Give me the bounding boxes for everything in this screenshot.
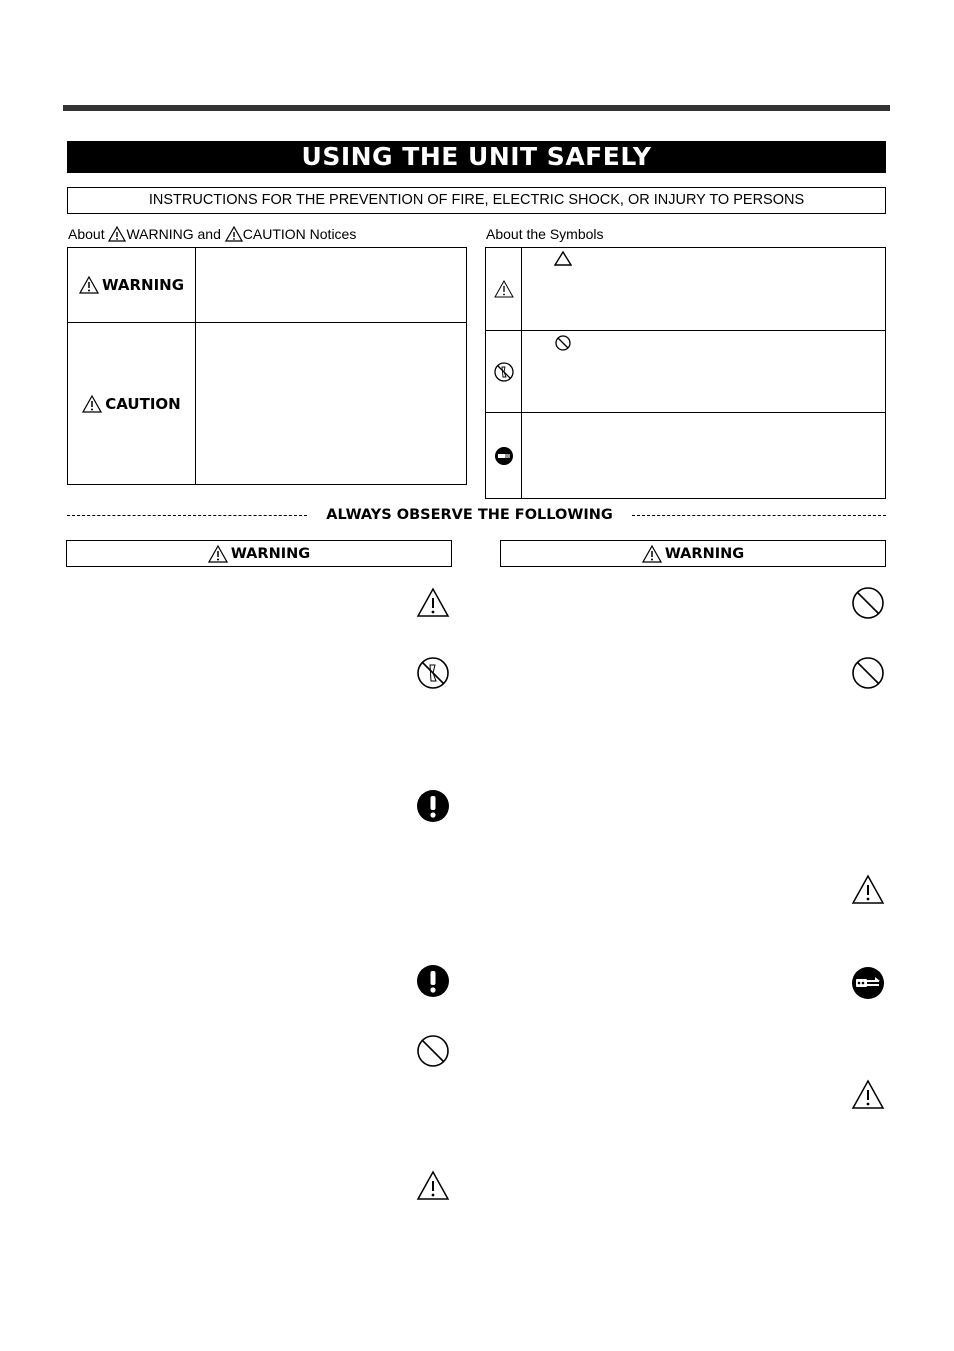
dashed-rule-left <box>67 515 307 516</box>
caution-notice-label: CAUTION <box>68 323 196 484</box>
prohibited-icon <box>416 1034 450 1068</box>
warning-header-right: WARNING <box>500 540 886 567</box>
caption-caution: CAUTION Notices <box>242 226 357 242</box>
warning-notice-row <box>68 248 466 323</box>
top-rule <box>63 105 890 111</box>
caution-triangle-icon <box>851 1078 885 1112</box>
prohibited-icon <box>851 586 885 620</box>
prohibited-mini-icon <box>554 334 572 352</box>
no-disassemble-icon <box>416 656 450 690</box>
always-observe-heading: ALWAYS OBSERVE THE FOLLOWING <box>326 507 613 523</box>
caution-triangle-icon <box>82 395 102 413</box>
page-title: USING THE UNIT SAFELY <box>67 141 886 173</box>
warning-triangle-icon <box>642 545 662 563</box>
unplug-icon <box>851 966 885 1000</box>
caution-notice-row <box>68 323 466 484</box>
notices-table <box>67 247 467 485</box>
caution-triangle-icon <box>494 280 514 298</box>
mandatory-action-icon <box>416 964 450 998</box>
warning-triangle-icon <box>108 226 126 242</box>
prohibited-icon <box>851 656 885 690</box>
caution-triangle-icon <box>851 873 885 907</box>
instructions-heading: INSTRUCTIONS FOR THE PREVENTION OF FIRE, ELECTRIC SHOCK, OR INJURY TO PERSONS <box>67 187 886 214</box>
notices-caption <box>68 225 356 243</box>
caption-prefix: About <box>68 226 105 242</box>
caution-triangle-icon <box>416 1169 450 1203</box>
symbols-caption: About the Symbols <box>486 226 604 242</box>
warning-triangle-icon <box>79 276 99 294</box>
symbol-row-triangle <box>486 248 885 331</box>
caution-triangle-small-icon <box>225 226 243 242</box>
mandatory-action-icon <box>416 789 450 823</box>
symbols-table <box>485 247 886 499</box>
unplug-icon <box>494 446 514 466</box>
dashed-rule-right <box>632 515 886 516</box>
caption-warning: WARNING and <box>126 226 221 242</box>
caution-triangle-icon <box>416 586 450 620</box>
triangle-mini-icon <box>554 251 572 266</box>
symbol-row-circle <box>486 331 885 413</box>
warning-header-left: WARNING <box>66 540 452 567</box>
no-disassemble-icon <box>493 361 515 383</box>
symbol-row-filled <box>486 413 885 498</box>
warning-triangle-icon <box>208 545 228 563</box>
warning-notice-label: WARNING <box>68 248 196 322</box>
